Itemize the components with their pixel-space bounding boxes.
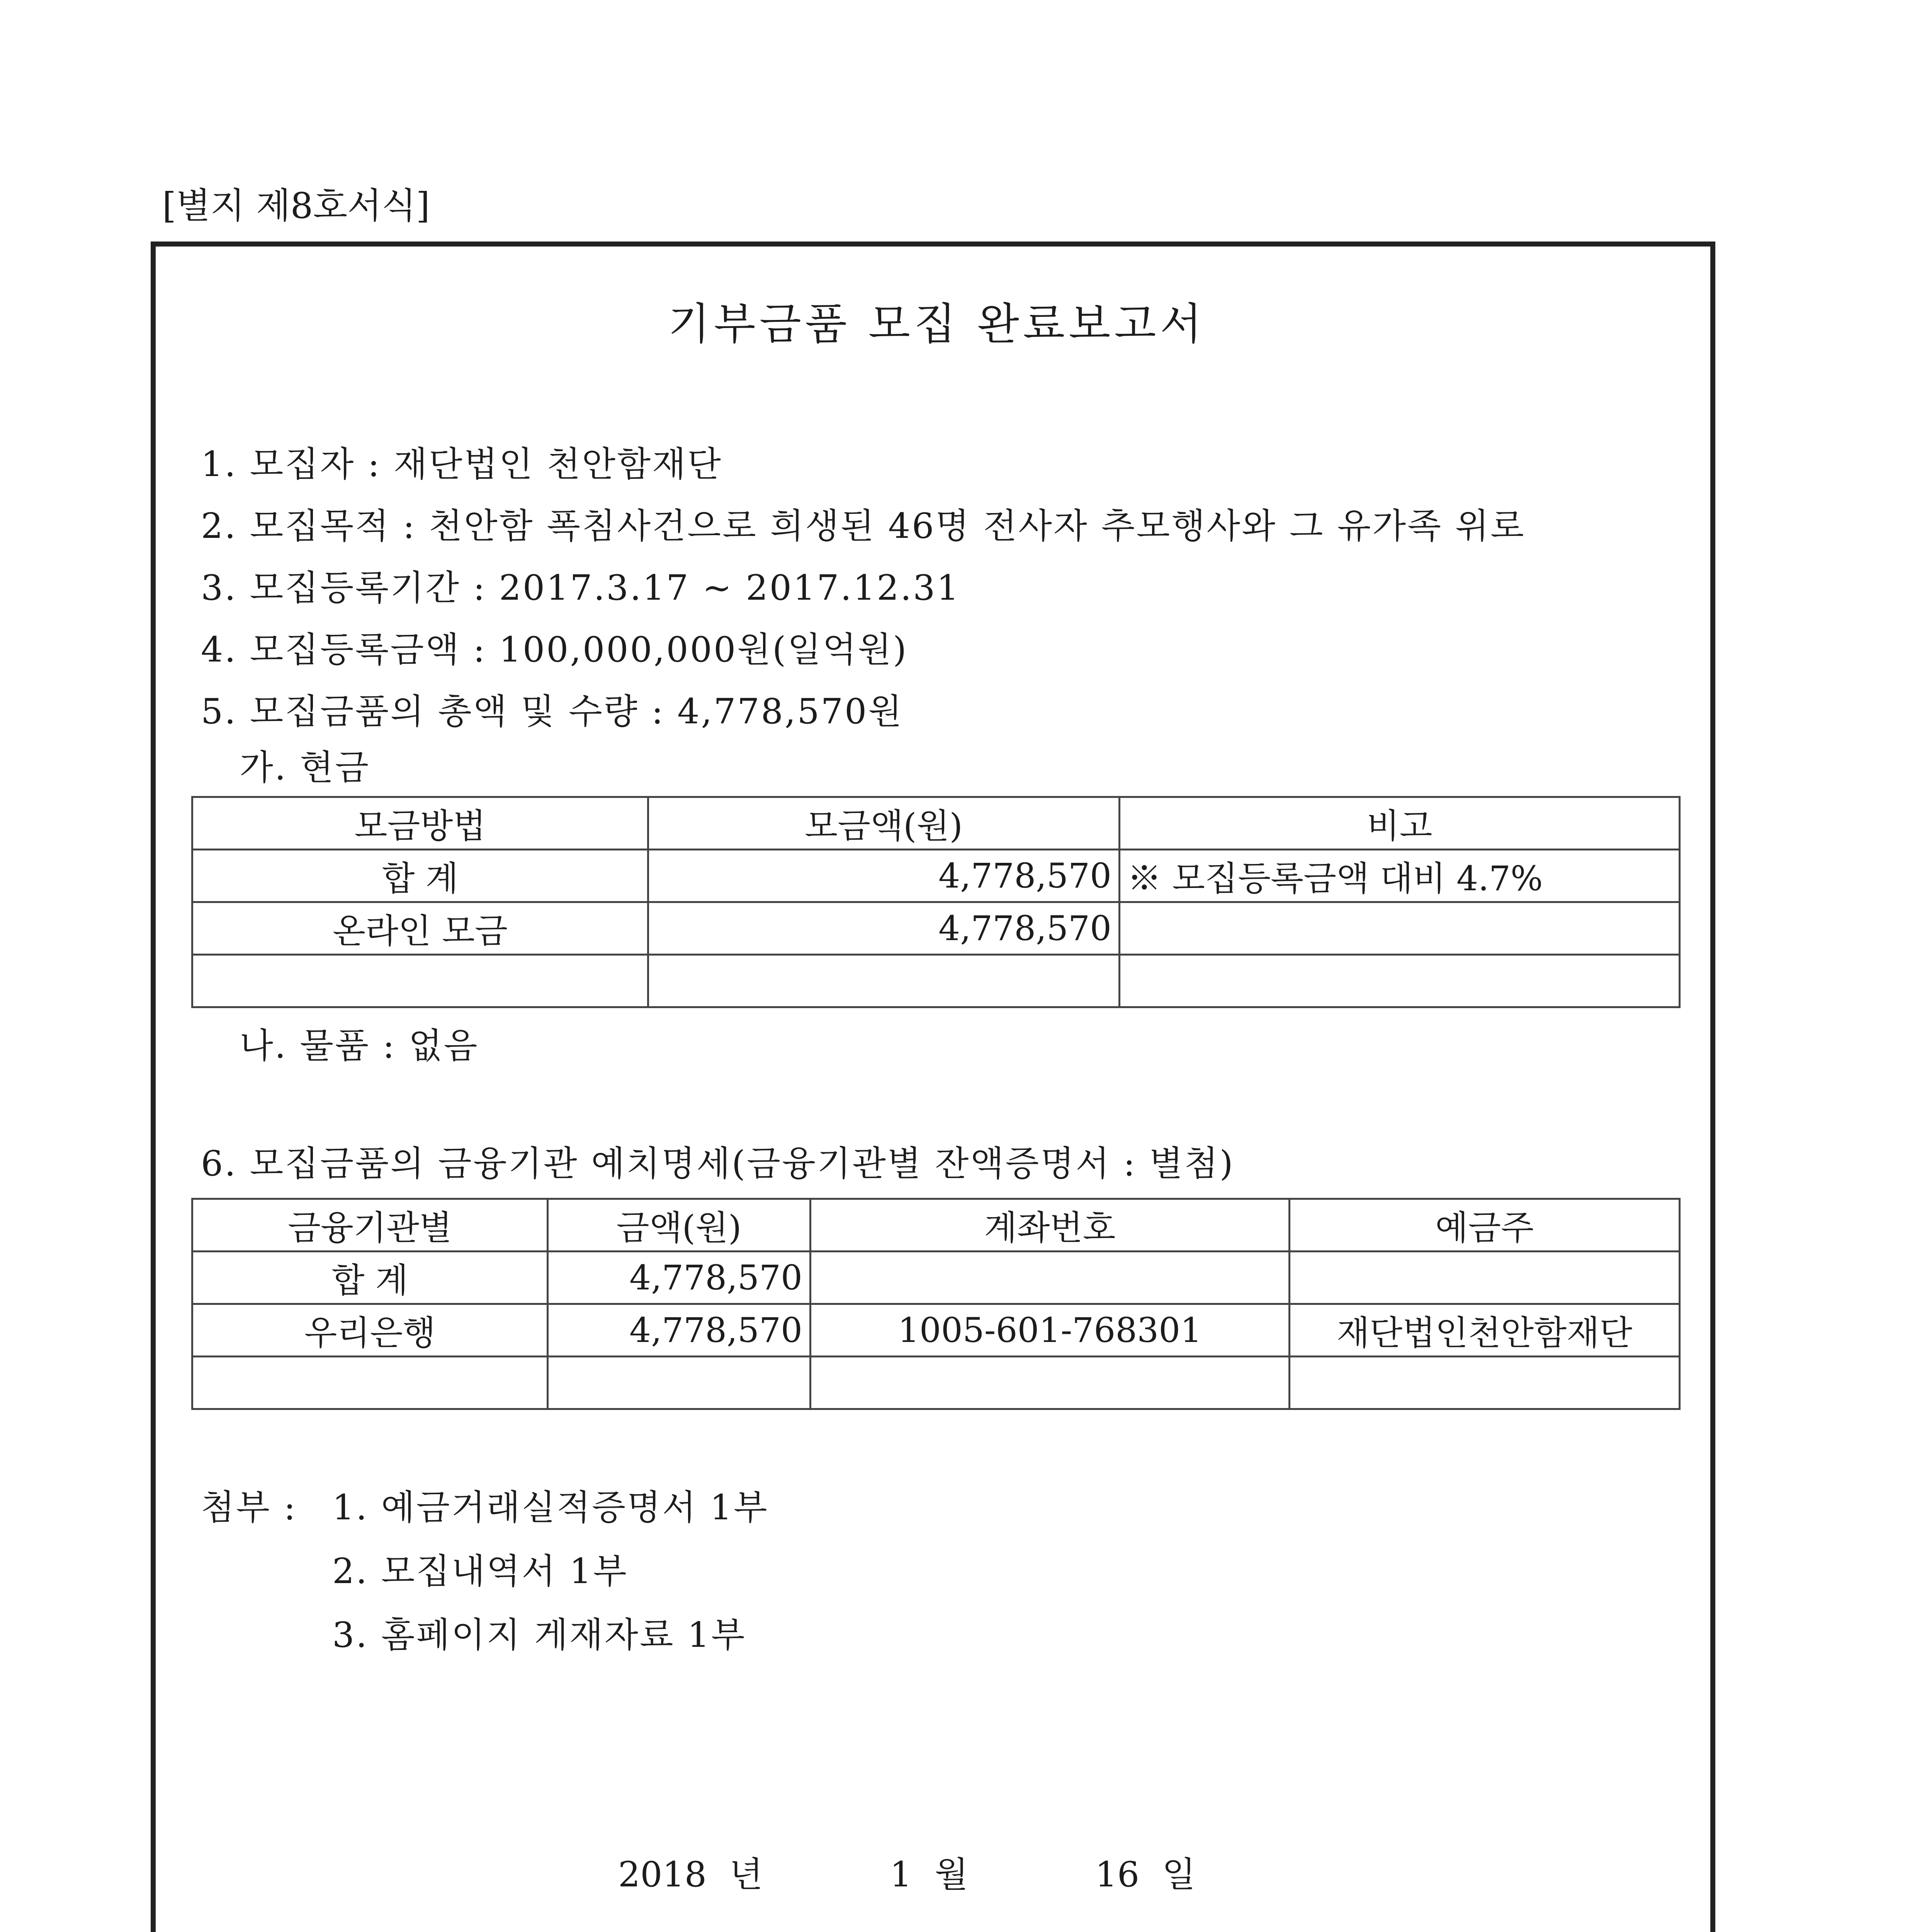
- date-day: 16: [1095, 1854, 1140, 1895]
- date-year-unit: 년: [729, 1854, 763, 1895]
- item-total-amount: 5. 모집금품의 총액 및 수량 : 4,778,570원: [201, 691, 904, 732]
- cell-depositor: [1290, 1357, 1680, 1409]
- date-month: 1: [890, 1854, 912, 1895]
- item-collector: 1. 모집자 : 재단법인 천안함재단: [201, 444, 722, 485]
- item-period: 3. 모집등록기간 : 2017.3.17 ~ 2017.12.31: [201, 568, 960, 608]
- cell-method: 온라인 모금: [192, 902, 648, 955]
- cell-amount: 4,778,570: [548, 1304, 811, 1357]
- table-row: [192, 850, 1680, 902]
- cash-heading: 가. 현금: [240, 747, 370, 788]
- cell-depositor: 재단법인천안함재단: [1290, 1304, 1680, 1357]
- cell-amount: 4,778,570: [648, 850, 1120, 902]
- table-header-row: [192, 797, 1680, 850]
- cell-amount: [648, 955, 1120, 1007]
- cell-account-number: [811, 1252, 1290, 1304]
- date-year: 2018: [618, 1854, 707, 1895]
- cell-amount: 4,778,570: [548, 1252, 811, 1304]
- deposit-heading: 6. 모집금품의 금융기관 예치명세(금융기관별 잔액증명서 : 별첨): [201, 1143, 1235, 1184]
- cell-institution: 우리은행: [192, 1304, 548, 1357]
- document-title: 기부금품 모집 완료보고서: [668, 299, 1206, 349]
- cell-account-number: [811, 1357, 1290, 1409]
- cell-amount: [548, 1357, 811, 1409]
- table-header-row: [192, 1199, 1680, 1252]
- table-row: [192, 955, 1680, 1007]
- table-row: [192, 1252, 1680, 1304]
- attachment-item: 1. 예금거래실적증명서 1부: [332, 1487, 769, 1528]
- header-amount: 금액(원): [548, 1199, 811, 1252]
- cell-account-number: 1005-601-768301: [811, 1304, 1290, 1357]
- date-day-unit: 일: [1162, 1854, 1196, 1895]
- cell-method: [192, 955, 648, 1007]
- cell-institution: 합 계: [192, 1252, 548, 1304]
- header-depositor: 예금주: [1290, 1199, 1680, 1252]
- header-amount: 모금액(원): [648, 797, 1120, 850]
- document-frame: [151, 242, 1715, 1932]
- cell-remarks: [1120, 902, 1680, 955]
- bank-deposit-table: [191, 1198, 1681, 1410]
- header-institution: 금융기관별: [192, 1199, 548, 1252]
- table-row: [192, 1357, 1680, 1409]
- cell-institution: [192, 1357, 548, 1409]
- attachments-label: 첨부 :: [201, 1487, 297, 1528]
- cash-table: [191, 796, 1681, 1008]
- table-row: [192, 902, 1680, 955]
- attachment-item: 3. 홈페이지 게재자료 1부: [332, 1615, 746, 1655]
- header-account-number: 계좌번호: [811, 1199, 1290, 1252]
- item-registered-amount: 4. 모집등록금액 : 100,000,000원(일억원): [201, 629, 908, 670]
- attachment-item: 2. 모집내역서 1부: [332, 1551, 628, 1592]
- header-remarks: 비고: [1120, 797, 1680, 850]
- cell-method: 합 계: [192, 850, 648, 902]
- date-month-unit: 월: [935, 1854, 969, 1895]
- cell-remarks: [1120, 955, 1680, 1007]
- goods-line: 나. 물품 : 없음: [240, 1026, 479, 1066]
- cell-remarks: ※ 모집등록금액 대비 4.7%: [1120, 850, 1680, 902]
- cell-depositor: [1290, 1252, 1680, 1304]
- form-number-label: [별지 제8호서식]: [162, 185, 430, 226]
- header-method: 모금방법: [192, 797, 648, 850]
- cell-amount: 4,778,570: [648, 902, 1120, 955]
- item-purpose: 2. 모집목적 : 천안함 폭침사건으로 희생된 46명 전사자 추모행사와 그 유가족 위로: [201, 506, 1526, 546]
- report-date: [618, 1855, 1196, 1895]
- table-row: [192, 1304, 1680, 1357]
